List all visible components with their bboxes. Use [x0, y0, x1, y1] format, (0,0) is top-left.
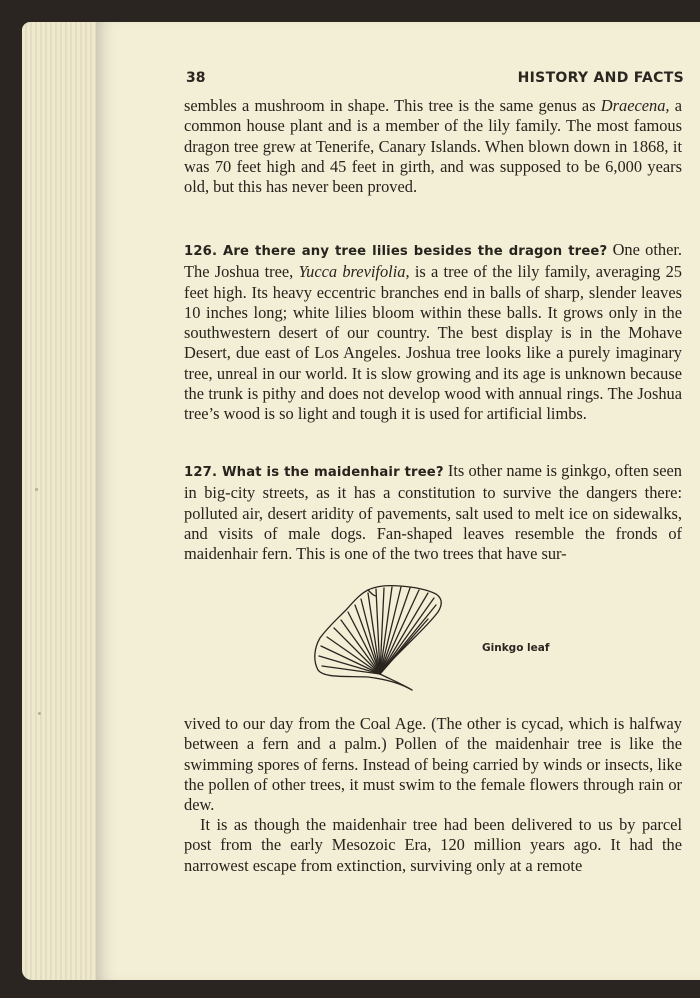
- answer-text: Its other name is ginkgo, often seen in big-city streets, as it has a constitution to survive the dangers there: polluted air, desert aridity of pavements, salt used to melt ice on sidewalks, and visits of male dogs. Fan-shaped leaves resemble the fronds of maidenhair fern. This is one of the two trees that have sur-: [184, 461, 682, 564]
- text-run: a common house plant and is a member of the lily family. The most famous dragon tree grew at Tenerife, Canary Islands. When blown down in 1868, it was 70 feet high and 45 feet in girth, and was supposed to be 6,000 years old, but this has never been proved.: [184, 96, 682, 197]
- question-heading: 127. What is the maidenhair tree?: [184, 465, 444, 480]
- paragraph-continuation: [184, 96, 682, 197]
- paper-speck: [38, 712, 41, 715]
- running-head: HISTORY AND FACTS: [517, 70, 684, 86]
- italic-species: Yucca brevifolia,: [298, 262, 410, 282]
- answer-text: One other. The Joshua tree,: [184, 240, 683, 282]
- text-run: sembles a mushroom in shape. This tree is the same genus as: [184, 96, 601, 115]
- italic-genus: Draecena,: [600, 96, 670, 115]
- answer-text: is a tree of the lily family, averaging 25 feet high. Its heavy eccentric branches end in balls of sharp, slender leaves 10 inches long; white lilies bloom within these balls. It grows only in the southwestern desert of our country. The best display is in the Mohave Desert, due east of Los Angeles. Joshua tree looks like a purely imaginary tree, unreal in our world. It is slow growing and its age is unknown because the trunk is pithy and does not develop wood with annual rings. The Joshua tree’s wood is so light and tough it is used for artificial limbs.: [184, 262, 682, 424]
- figure-caption: Ginkgo leaf: [482, 642, 550, 654]
- page-number: 38: [186, 70, 206, 86]
- question-heading: 126. Are there any tree lilies besides the dragon tree?: [184, 244, 608, 259]
- question-127: [184, 461, 682, 564]
- paragraph-after-figure: vived to our day from the Coal Age. (The other is cycad, which is halfway between a fern and a palm.) Pollen of the maidenhair tree is like the swimming spores of ferns. Instead of being carried by winds or insects, like the pollen of other trees, it must swim to the female flowers through rain or dew.: [184, 714, 682, 815]
- ginkgo-leaf-illustration: [310, 582, 450, 692]
- question-126: [184, 240, 682, 425]
- paper-speck: [35, 488, 38, 491]
- ginkgo-leaf-icon: [310, 582, 450, 692]
- page-header: [186, 70, 684, 92]
- paragraph-final: It is as though the maidenhair tree had been delivered to us by parcel post from the early Mesozoic Era, 120 million years ago. It had the narrowest escape from extinction, surviving only at a remote: [184, 815, 682, 875]
